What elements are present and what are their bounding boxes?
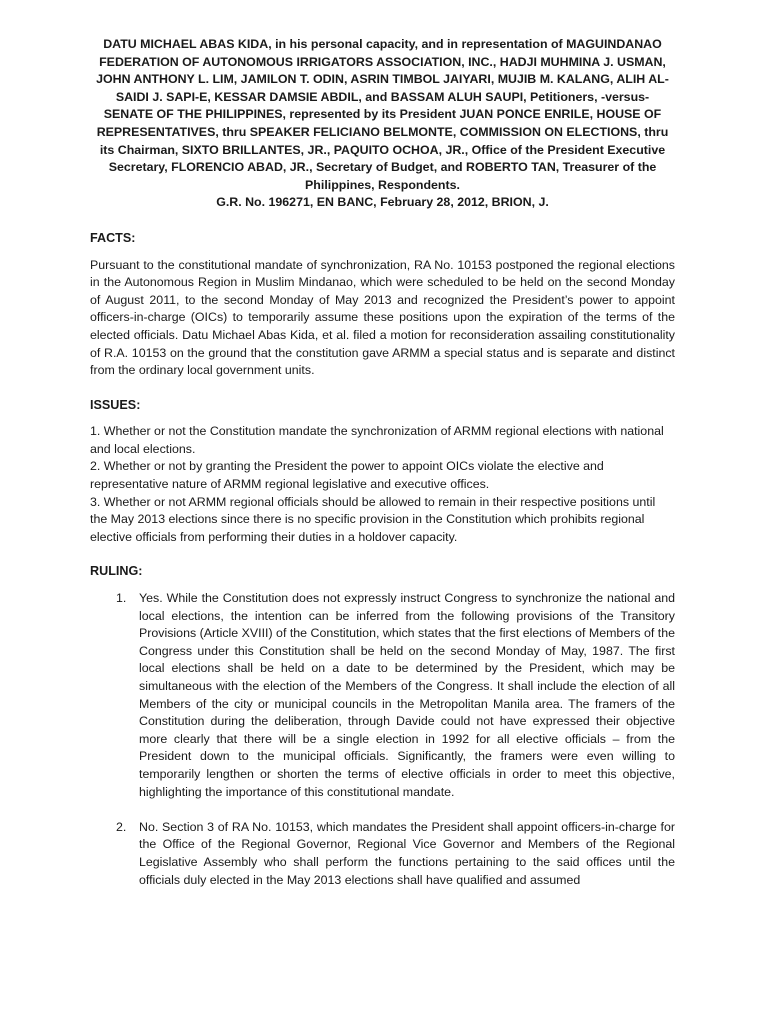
issue-item: 2. Whether or not by granting the President the power to appoint OICs violate the elective and representative nature of ARMM regional legislative and executive offices.: [90, 459, 604, 492]
case-citation: G.R. No. 196271, EN BANC, February 28, 2012, BRION, J.: [216, 195, 549, 210]
ruling-item-text: Yes. While the Constitution does not expressly instruct Congress to synchronize the national and local elections, the intention can be inferred from the following provisions of the Transitory Provisions (Article XVIII) of the Constitution, which states that the first elections of Members of the Congress under this Constitution shall be held on the second Monday of May, 1987. The first local elections shall be held on a date to be determined by the President, which may be simultaneous with the election of the Members of the Congress. It shall include the election of all Members of the city or municipal councils in the Metropolitan Manila area. The framers of the Constitution during the deliberation, through Davide could not have expressed their objective more clearly that there will be a single election in 1992 for all elective officials – from the President down to the municipal officials. Significantly, the framers were even willing to temporarily lengthen or shorten the terms of elective officials in order to meet this objective, highlighting the importance of this constitutional mandate.: [139, 591, 675, 799]
issue-item: 3. Whether or not ARMM regional officials should be allowed to remain in their respective positions until the May 2013 elections since there is no specific provision in the Constitution which prohibits regional elective officials from performing their duties in a holdover capacity.: [90, 494, 656, 544]
ruling-item: [90, 819, 675, 889]
ruling-item-number: 1.: [116, 591, 127, 606]
document-page: [90, 36, 675, 889]
facts-text: Pursuant to the constitutional mandate of synchronization, RA No. 10153 postponed the regional elections in the Autonomous Region in Muslim Mindanao, which were scheduled to be held on the second Monday of August 2011, to the second Monday of May 2013 and recognized the President’s power to appoint officers-in-charge (OICs) to temporarily assume these positions upon the expiration of the terms of the elected officials. Datu Michael Abas Kida, et al. filed a motion for reconsideration assailing constitutionality of R.A. 10153 on the ground that the constitution gave ARMM a special status and is separate and distinct from the ordinary local government units.: [90, 257, 675, 378]
facts-heading: FACTS:: [90, 230, 136, 245]
ruling-heading: RULING:: [90, 564, 143, 579]
ruling-item-text: No. Section 3 of RA No. 10153, which mandates the President shall appoint officers-in-charge for the Office of the Regional Governor, Regional Vice Governor and Members of the Regional Legislative Assembly who shall perform the functions pertaining to the said offices until the officials duly elected in the May 2013 elections shall have qualified and assumed: [139, 819, 675, 887]
issue-item: 1. Whether or not the Constitution mandate the synchronization of ARMM regional elections with national and local elections.: [90, 424, 664, 456]
ruling-list: [90, 590, 675, 889]
ruling-item-number: 2.: [116, 819, 127, 834]
case-parties: DATU MICHAEL ABAS KIDA, in his personal capacity, and in representation of MAGUINDANAO FEDERATION OF AUTONOMOUS IRRIGATORS ASSOCIATION, INC., HADJI MUHMINA J. USMAN, JOHN ANTHONY L. LIM, JAMILON T. ODIN, ASRIN TIMBOL JAIYARI, MUJIB M. KALANG, ALIH AL-SAIDI J. SAPI-E, KESSAR DAMSIE ABDIL, and BASSAM ALUH SAUPI, Petitioners, -versus- SENATE OF THE PHILIPPINES, represented by its President JUAN PONCE ENRILE, HOUSE OF REPRESENTATIVES, thru SPEAKER FELICIANO BELMONTE, COMMISSION ON ELECTIONS, thru its Chairman, SIXTO BRILLANTES, JR., PAQUITO OCHOA, JR., Office of the President Executive Secretary, FLORENCIO ABAD, JR., Secretary of Budget, and ROBERTO TAN, Treasurer of the Philippines, Respondents.: [96, 37, 669, 192]
issues-heading: ISSUES:: [90, 397, 141, 412]
ruling-item: [90, 590, 675, 801]
list-spacer: [90, 801, 675, 819]
